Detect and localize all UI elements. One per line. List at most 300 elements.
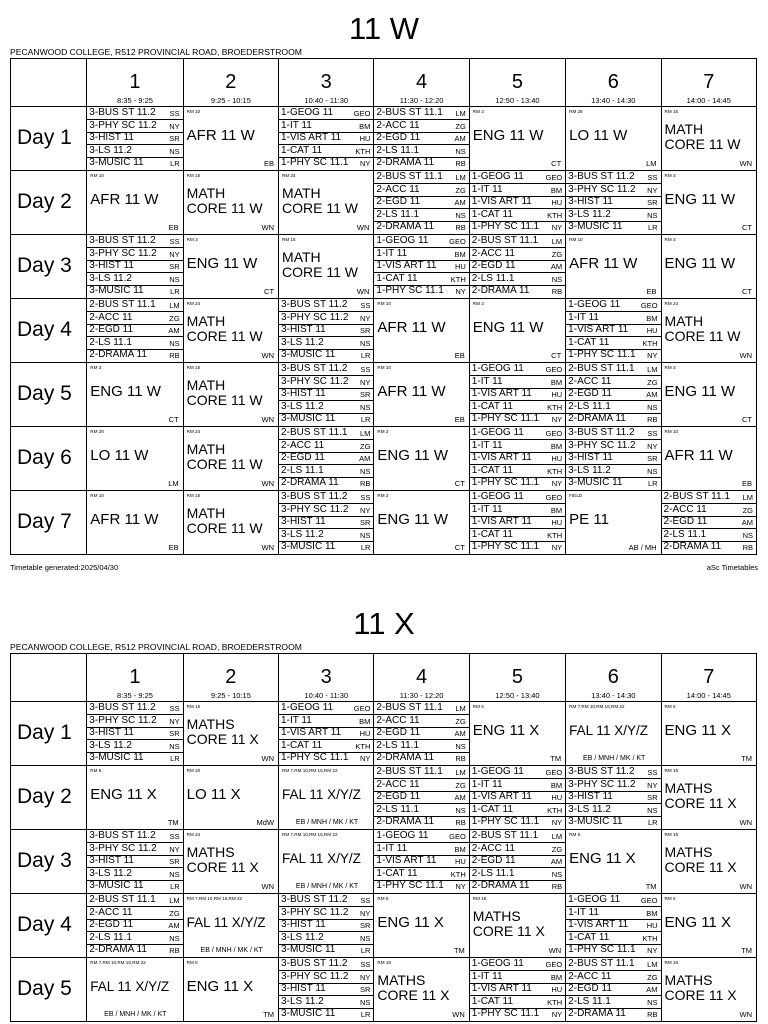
elective-slot[interactable] (374, 727, 468, 740)
elective-slot[interactable] (470, 388, 565, 401)
lesson[interactable] (87, 171, 182, 234)
elective-slot[interactable] (279, 907, 373, 920)
lesson-cell[interactable] (87, 894, 183, 958)
elective-slot[interactable] (470, 440, 565, 453)
elective-slot[interactable] (279, 120, 373, 133)
elective-slot[interactable] (279, 491, 373, 504)
elective-slot[interactable] (470, 221, 565, 233)
lesson[interactable] (279, 830, 373, 893)
lesson[interactable] (279, 958, 373, 1021)
lesson-cell[interactable] (661, 766, 756, 830)
elective-slot[interactable] (374, 132, 468, 145)
elective-slot[interactable] (279, 349, 373, 361)
lesson[interactable] (566, 766, 660, 829)
lesson-cell[interactable] (374, 958, 469, 1022)
elective-slot[interactable] (87, 715, 182, 728)
elective-slot[interactable] (87, 107, 182, 120)
elective-slot[interactable] (374, 260, 468, 273)
lesson[interactable] (279, 171, 373, 234)
elective-slot[interactable] (566, 427, 660, 440)
lesson-cell[interactable] (469, 235, 565, 299)
elective-slot[interactable] (87, 752, 182, 764)
lesson[interactable] (87, 427, 182, 490)
lesson-cell[interactable] (374, 491, 469, 555)
elective-slot[interactable] (470, 843, 565, 856)
lesson-cell[interactable] (87, 766, 183, 830)
elective-slot[interactable] (374, 107, 468, 120)
lesson-cell[interactable] (279, 427, 374, 491)
elective-slot[interactable] (87, 260, 182, 273)
lesson-cell[interactable] (374, 299, 469, 363)
elective-slot[interactable] (374, 235, 468, 248)
elective-slot[interactable] (566, 184, 660, 197)
lesson-cell[interactable] (661, 427, 756, 491)
lesson-cell[interactable] (183, 299, 278, 363)
lesson[interactable] (566, 299, 660, 362)
elective-slot[interactable] (279, 516, 373, 529)
elective-slot[interactable] (566, 299, 660, 312)
elective-slot[interactable] (566, 440, 660, 453)
elective-slot[interactable] (279, 413, 373, 425)
elective-slot[interactable] (87, 894, 182, 907)
elective-slot[interactable] (470, 958, 565, 971)
elective-slot[interactable] (279, 477, 373, 489)
lesson-cell[interactable] (279, 491, 374, 555)
lesson[interactable] (470, 491, 565, 554)
lesson[interactable] (470, 830, 565, 893)
elective-slot[interactable] (279, 541, 373, 553)
lesson-cell[interactable] (469, 491, 565, 555)
elective-slot[interactable] (87, 830, 182, 843)
elective-slot[interactable] (566, 766, 660, 779)
elective-slot[interactable] (566, 349, 660, 361)
lesson[interactable] (184, 171, 278, 234)
lesson-cell[interactable] (183, 766, 278, 830)
lesson-cell[interactable] (279, 363, 374, 427)
lesson[interactable] (662, 171, 756, 234)
elective-slot[interactable] (662, 491, 756, 504)
elective-slot[interactable] (87, 337, 182, 350)
lesson[interactable] (470, 171, 565, 234)
lesson[interactable] (279, 363, 373, 426)
elective-slot[interactable] (279, 944, 373, 956)
elective-slot[interactable] (566, 779, 660, 792)
lesson-cell[interactable] (661, 299, 756, 363)
lesson-cell[interactable] (661, 171, 756, 235)
elective-slot[interactable] (279, 715, 373, 728)
elective-slot[interactable] (566, 209, 660, 222)
lesson-cell[interactable] (279, 702, 374, 766)
elective-slot[interactable] (470, 491, 565, 504)
lesson-cell[interactable] (661, 491, 756, 555)
lesson-cell[interactable] (87, 299, 183, 363)
elective-slot[interactable] (87, 132, 182, 145)
lesson-cell[interactable] (469, 171, 565, 235)
lesson-cell[interactable] (279, 171, 374, 235)
elective-slot[interactable] (470, 880, 565, 892)
lesson-cell[interactable] (183, 235, 278, 299)
lesson[interactable] (374, 427, 468, 490)
lesson[interactable] (662, 702, 756, 765)
elective-slot[interactable] (566, 894, 660, 907)
lesson-cell[interactable] (566, 427, 661, 491)
elective-slot[interactable] (470, 971, 565, 984)
elective-slot[interactable] (470, 855, 565, 868)
elective-slot[interactable] (374, 779, 468, 792)
lesson-cell[interactable] (469, 830, 565, 894)
elective-slot[interactable] (470, 516, 565, 529)
lesson[interactable] (87, 363, 182, 426)
elective-slot[interactable] (374, 740, 468, 753)
elective-slot[interactable] (279, 971, 373, 984)
elective-slot[interactable] (374, 804, 468, 817)
lesson[interactable] (184, 958, 278, 1021)
elective-slot[interactable] (279, 337, 373, 350)
lesson[interactable] (662, 107, 756, 170)
lesson-cell[interactable] (661, 894, 756, 958)
elective-slot[interactable] (279, 465, 373, 478)
lesson[interactable] (662, 491, 756, 554)
lesson[interactable] (374, 830, 468, 893)
elective-slot[interactable] (87, 299, 182, 312)
lesson-cell[interactable] (183, 894, 278, 958)
lesson[interactable] (279, 702, 373, 765)
elective-slot[interactable] (470, 363, 565, 376)
lesson[interactable] (470, 235, 565, 298)
lesson-cell[interactable] (566, 363, 661, 427)
elective-slot[interactable] (279, 702, 373, 715)
lesson-cell[interactable] (566, 171, 661, 235)
elective-slot[interactable] (662, 504, 756, 517)
lesson[interactable] (662, 299, 756, 362)
elective-slot[interactable] (87, 727, 182, 740)
lesson-cell[interactable] (469, 299, 565, 363)
lesson[interactable] (566, 107, 660, 170)
lesson[interactable] (470, 299, 565, 362)
lesson-cell[interactable] (566, 107, 661, 171)
elective-slot[interactable] (566, 958, 660, 971)
elective-slot[interactable] (279, 401, 373, 414)
elective-slot[interactable] (470, 285, 565, 297)
elective-slot[interactable] (470, 804, 565, 817)
lesson[interactable] (184, 427, 278, 490)
lesson[interactable] (184, 299, 278, 362)
lesson[interactable] (566, 958, 660, 1021)
elective-slot[interactable] (566, 919, 660, 932)
elective-slot[interactable] (470, 983, 565, 996)
elective-slot[interactable] (87, 145, 182, 158)
lesson[interactable] (566, 894, 660, 957)
lesson[interactable] (662, 427, 756, 490)
elective-slot[interactable] (374, 816, 468, 828)
lesson-cell[interactable] (469, 427, 565, 491)
elective-slot[interactable] (87, 702, 182, 715)
lesson[interactable] (87, 958, 182, 1021)
elective-slot[interactable] (470, 504, 565, 517)
elective-slot[interactable] (470, 816, 565, 828)
lesson[interactable] (279, 491, 373, 554)
lesson-cell[interactable] (87, 171, 183, 235)
lesson-cell[interactable] (279, 830, 374, 894)
elective-slot[interactable] (470, 465, 565, 478)
elective-slot[interactable] (374, 285, 468, 297)
elective-slot[interactable] (374, 843, 468, 856)
elective-slot[interactable] (374, 880, 468, 892)
lesson-cell[interactable] (183, 958, 278, 1022)
elective-slot[interactable] (566, 452, 660, 465)
lesson-cell[interactable] (469, 107, 565, 171)
elective-slot[interactable] (470, 413, 565, 425)
elective-slot[interactable] (662, 516, 756, 529)
elective-slot[interactable] (87, 907, 182, 920)
elective-slot[interactable] (566, 983, 660, 996)
elective-slot[interactable] (470, 779, 565, 792)
lesson-cell[interactable] (87, 702, 183, 766)
lesson[interactable] (470, 702, 565, 765)
elective-slot[interactable] (279, 312, 373, 325)
lesson-cell[interactable] (374, 363, 469, 427)
elective-slot[interactable] (279, 894, 373, 907)
lesson[interactable] (470, 107, 565, 170)
lesson-cell[interactable] (279, 766, 374, 830)
lesson-cell[interactable] (183, 702, 278, 766)
elective-slot[interactable] (279, 452, 373, 465)
lesson[interactable] (662, 894, 756, 957)
lesson-cell[interactable] (566, 766, 661, 830)
lesson[interactable] (374, 171, 468, 234)
lesson[interactable] (279, 766, 373, 829)
lesson[interactable] (470, 958, 565, 1021)
elective-slot[interactable] (566, 804, 660, 817)
lesson[interactable] (374, 958, 468, 1021)
elective-slot[interactable] (374, 145, 468, 158)
elective-slot[interactable] (470, 830, 565, 843)
lesson-cell[interactable] (661, 702, 756, 766)
lesson-cell[interactable] (469, 363, 565, 427)
lesson-cell[interactable] (279, 894, 374, 958)
lesson-cell[interactable] (374, 830, 469, 894)
elective-slot[interactable] (374, 752, 468, 764)
lesson[interactable] (470, 766, 565, 829)
elective-slot[interactable] (374, 221, 468, 233)
elective-slot[interactable] (87, 944, 182, 956)
elective-slot[interactable] (566, 324, 660, 337)
lesson-cell[interactable] (374, 766, 469, 830)
elective-slot[interactable] (87, 868, 182, 881)
lesson[interactable] (279, 107, 373, 170)
lesson[interactable] (566, 491, 660, 554)
elective-slot[interactable] (470, 427, 565, 440)
lesson-cell[interactable] (566, 491, 661, 555)
elective-slot[interactable] (374, 196, 468, 209)
elective-slot[interactable] (374, 830, 468, 843)
lesson-cell[interactable] (374, 702, 469, 766)
elective-slot[interactable] (566, 221, 660, 233)
lesson[interactable] (279, 894, 373, 957)
elective-slot[interactable] (374, 248, 468, 261)
lesson-cell[interactable] (374, 235, 469, 299)
lesson[interactable] (87, 766, 182, 829)
elective-slot[interactable] (470, 260, 565, 273)
lesson[interactable] (374, 363, 468, 426)
elective-slot[interactable] (470, 452, 565, 465)
lesson[interactable] (87, 299, 182, 362)
lesson-cell[interactable] (279, 299, 374, 363)
elective-slot[interactable] (566, 196, 660, 209)
lesson[interactable] (184, 830, 278, 893)
elective-slot[interactable] (279, 376, 373, 389)
lesson-cell[interactable] (374, 894, 469, 958)
lesson-cell[interactable] (183, 171, 278, 235)
elective-slot[interactable] (87, 312, 182, 325)
elective-slot[interactable] (470, 248, 565, 261)
lesson-cell[interactable] (661, 107, 756, 171)
lesson-cell[interactable] (661, 235, 756, 299)
elective-slot[interactable] (279, 132, 373, 145)
lesson[interactable] (184, 235, 278, 298)
lesson[interactable] (279, 235, 373, 298)
lesson[interactable] (374, 491, 468, 554)
elective-slot[interactable] (566, 401, 660, 414)
lesson[interactable] (184, 491, 278, 554)
elective-slot[interactable] (374, 791, 468, 804)
lesson-cell[interactable] (469, 958, 565, 1022)
elective-slot[interactable] (279, 440, 373, 453)
elective-slot[interactable] (279, 740, 373, 753)
lesson[interactable] (470, 894, 565, 957)
elective-slot[interactable] (279, 363, 373, 376)
lesson[interactable] (374, 894, 468, 957)
elective-slot[interactable] (374, 273, 468, 286)
elective-slot[interactable] (566, 944, 660, 956)
lesson[interactable] (662, 958, 756, 1021)
elective-slot[interactable] (279, 983, 373, 996)
elective-slot[interactable] (470, 868, 565, 881)
lesson[interactable] (87, 107, 182, 170)
lesson-cell[interactable] (566, 235, 661, 299)
lesson[interactable] (374, 702, 468, 765)
elective-slot[interactable] (566, 907, 660, 920)
lesson[interactable] (662, 235, 756, 298)
lesson[interactable] (374, 766, 468, 829)
lesson-cell[interactable] (661, 958, 756, 1022)
elective-slot[interactable] (470, 477, 565, 489)
lesson-cell[interactable] (374, 171, 469, 235)
elective-slot[interactable] (470, 401, 565, 414)
lesson-cell[interactable] (183, 830, 278, 894)
lesson[interactable] (566, 427, 660, 490)
lesson-cell[interactable] (87, 235, 183, 299)
elective-slot[interactable] (87, 324, 182, 337)
elective-slot[interactable] (470, 184, 565, 197)
lesson-cell[interactable] (469, 766, 565, 830)
elective-slot[interactable] (566, 312, 660, 325)
lesson[interactable] (566, 363, 660, 426)
lesson-cell[interactable] (566, 299, 661, 363)
lesson-cell[interactable] (566, 830, 661, 894)
elective-slot[interactable] (279, 752, 373, 764)
elective-slot[interactable] (566, 337, 660, 350)
lesson[interactable] (184, 363, 278, 426)
lesson-cell[interactable] (469, 894, 565, 958)
lesson[interactable] (279, 427, 373, 490)
elective-slot[interactable] (470, 541, 565, 553)
elective-slot[interactable] (87, 248, 182, 261)
lesson-cell[interactable] (87, 107, 183, 171)
lesson-cell[interactable] (469, 702, 565, 766)
lesson-cell[interactable] (87, 491, 183, 555)
elective-slot[interactable] (470, 235, 565, 248)
lesson[interactable] (662, 766, 756, 829)
lesson-cell[interactable] (661, 363, 756, 427)
lesson-cell[interactable] (87, 830, 183, 894)
elective-slot[interactable] (87, 235, 182, 248)
lesson-cell[interactable] (87, 363, 183, 427)
lesson-cell[interactable] (566, 702, 661, 766)
elective-slot[interactable] (470, 209, 565, 222)
lesson[interactable] (374, 299, 468, 362)
elective-slot[interactable] (279, 427, 373, 440)
elective-slot[interactable] (662, 529, 756, 542)
lesson[interactable] (566, 830, 660, 893)
lesson[interactable] (87, 702, 182, 765)
elective-slot[interactable] (87, 932, 182, 945)
elective-slot[interactable] (279, 727, 373, 740)
elective-slot[interactable] (279, 919, 373, 932)
elective-slot[interactable] (374, 157, 468, 169)
lesson-cell[interactable] (183, 363, 278, 427)
elective-slot[interactable] (87, 740, 182, 753)
lesson-cell[interactable] (279, 235, 374, 299)
lesson[interactable] (184, 894, 278, 957)
elective-slot[interactable] (662, 541, 756, 553)
lesson-cell[interactable] (183, 491, 278, 555)
elective-slot[interactable] (470, 171, 565, 184)
lesson[interactable] (87, 830, 182, 893)
elective-slot[interactable] (87, 855, 182, 868)
lesson-cell[interactable] (374, 107, 469, 171)
lesson[interactable] (566, 171, 660, 234)
elective-slot[interactable] (279, 529, 373, 542)
elective-slot[interactable] (374, 171, 468, 184)
elective-slot[interactable] (470, 529, 565, 542)
lesson-cell[interactable] (566, 894, 661, 958)
lesson-cell[interactable] (279, 107, 374, 171)
elective-slot[interactable] (279, 157, 373, 169)
elective-slot[interactable] (566, 413, 660, 425)
lesson-cell[interactable] (183, 107, 278, 171)
lesson-cell[interactable] (183, 427, 278, 491)
elective-slot[interactable] (374, 702, 468, 715)
lesson[interactable] (87, 894, 182, 957)
elective-slot[interactable] (87, 120, 182, 133)
elective-slot[interactable] (87, 349, 182, 361)
elective-slot[interactable] (566, 996, 660, 1009)
elective-slot[interactable] (87, 843, 182, 856)
elective-slot[interactable] (279, 958, 373, 971)
elective-slot[interactable] (566, 477, 660, 489)
elective-slot[interactable] (566, 465, 660, 478)
lesson[interactable] (470, 363, 565, 426)
lesson[interactable] (566, 235, 660, 298)
elective-slot[interactable] (279, 504, 373, 517)
lesson-cell[interactable] (566, 958, 661, 1022)
elective-slot[interactable] (87, 157, 182, 169)
elective-slot[interactable] (566, 363, 660, 376)
lesson[interactable] (87, 491, 182, 554)
elective-slot[interactable] (374, 184, 468, 197)
elective-slot[interactable] (374, 868, 468, 881)
